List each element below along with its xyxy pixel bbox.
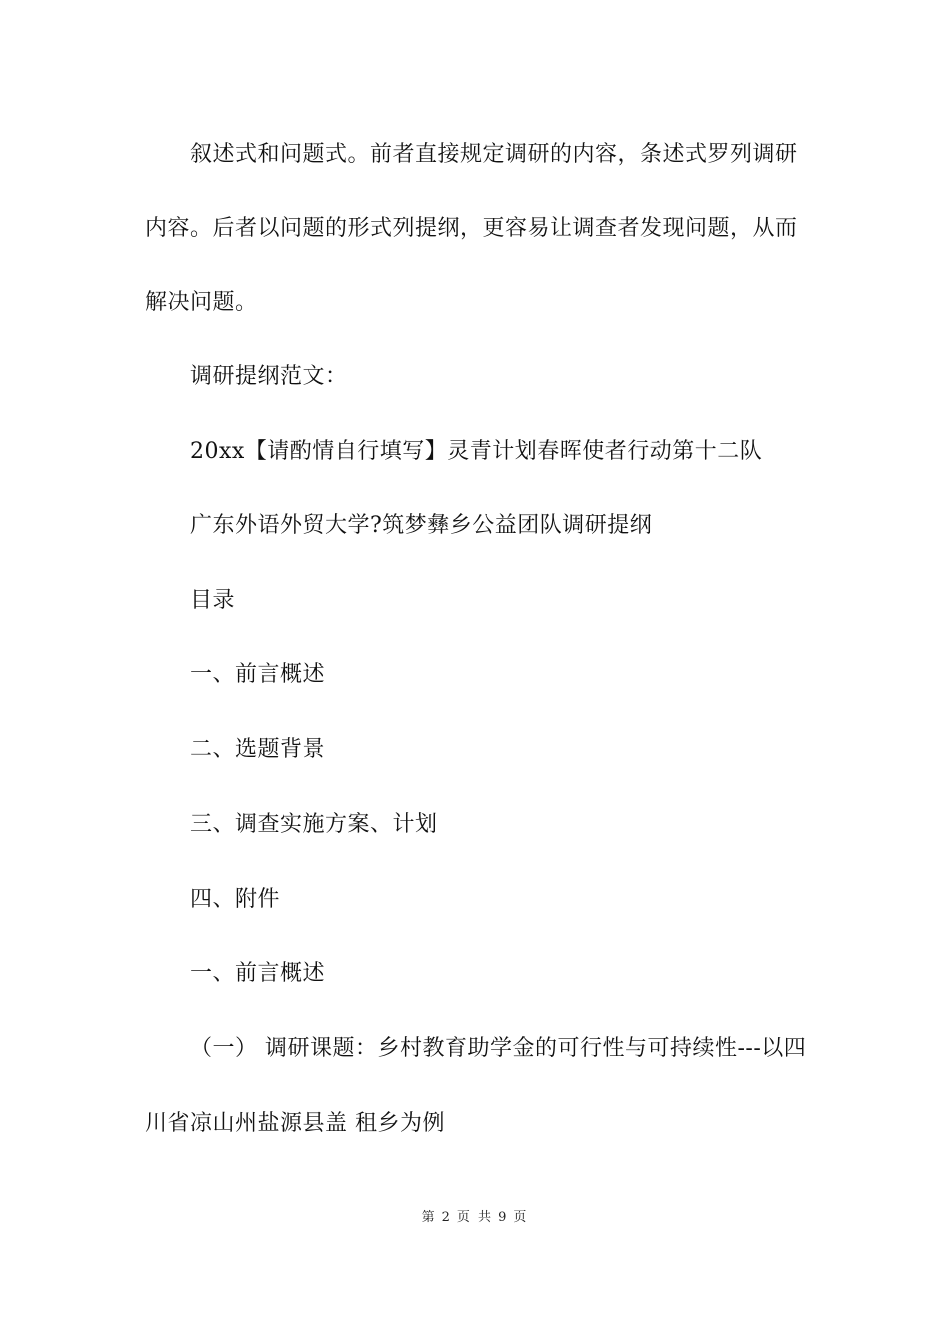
footer-prefix: 第 <box>421 1210 437 1225</box>
footer-current-page: 2 <box>441 1210 452 1225</box>
toc-heading: 目录 <box>190 588 236 613</box>
toc-item: 四、附件 <box>190 887 281 912</box>
paragraph-line: 内容。后者以问题的形式列提纲，更容易让调查者发现问题，从而 <box>145 216 798 241</box>
footer-suffix: 页 <box>513 1210 529 1225</box>
footer-middle: 页 共 <box>456 1210 494 1225</box>
paragraph-line: 叙述式和问题式。前者直接规定调研的内容，条述式罗列调研 <box>190 142 798 167</box>
section-heading: 一、前言概述 <box>190 961 326 986</box>
toc-item: 一、前言概述 <box>190 662 326 687</box>
paragraph-line: 解决问题。 <box>145 290 258 315</box>
toc-item: 三、调查实施方案、计划 <box>190 812 438 837</box>
paragraph-line: 20xx【请酌情自行填写】灵青计划春晖使者行动第十二队 <box>190 439 763 464</box>
toc-item: 二、选题背景 <box>190 737 326 762</box>
paragraph-line: （一） 调研课题：乡村教育助学金的可行性与可持续性---以四 <box>190 1036 807 1061</box>
section-heading: 调研提纲范文： <box>190 364 348 389</box>
document-title: 广东外语外贸大学?筑梦彝乡公益团队调研提纲 <box>190 513 653 538</box>
page-footer <box>0 1209 950 1227</box>
footer-total-pages: 9 <box>498 1210 509 1225</box>
paragraph-line: 川省凉山州盐源县盖 租乡为例 <box>145 1111 445 1136</box>
